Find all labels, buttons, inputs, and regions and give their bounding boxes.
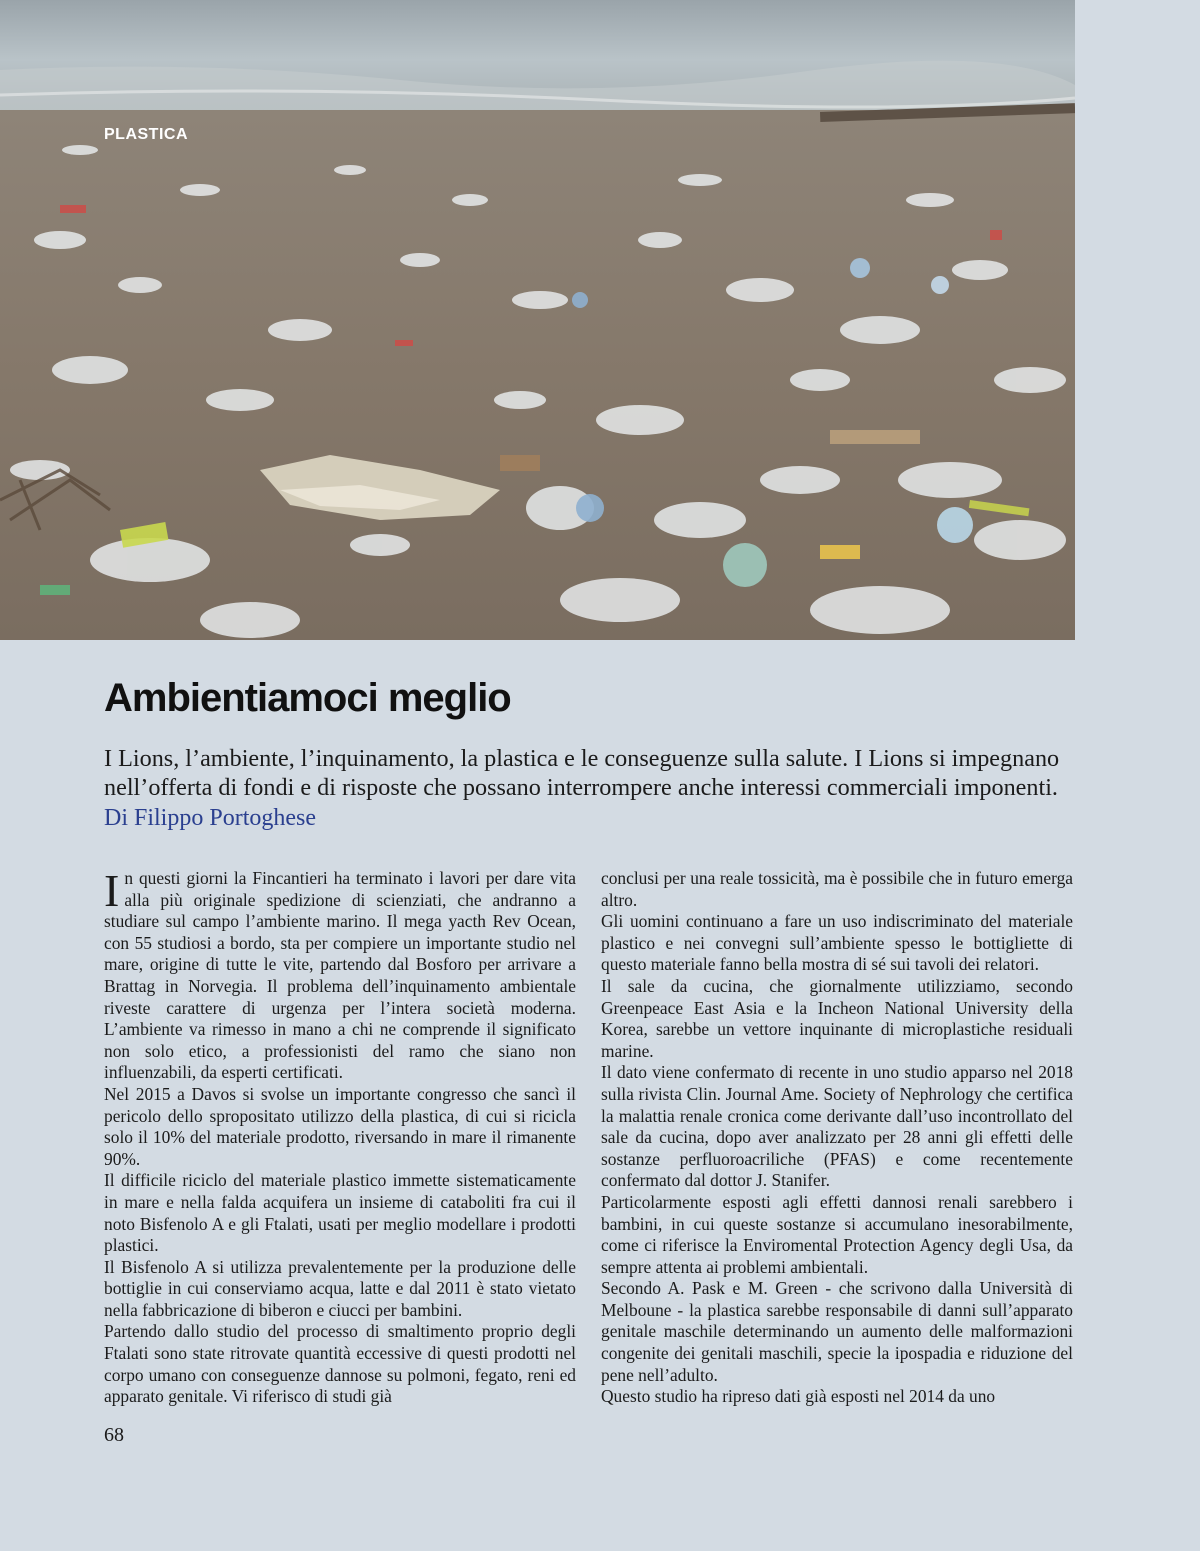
paragraph (104, 865, 576, 1084)
page-number: 68 (104, 1424, 124, 1446)
article-title: Ambientiamoci meglio (104, 676, 511, 720)
section-tag: PLASTICA (104, 126, 188, 143)
paragraph: conclusi per una reale tossicità, ma è possibile che in futuro emerga altro. (601, 868, 1073, 910)
paragraph-text: n questi giorni la Fincantieri ha terminato i lavori per dare vita alla più originale spedizione di scienziati, che andranno a studiare sul campo l’ambiente marino. Il mega yacth Rev Ocean, con 55 studiosi a bordo, sta per compiere un importante studio nel mare, origine di tutte le vite, partendo dal Bosforo per arrivare a Brattag in Norvegia. Il problema dell’inquinamento ambientale riveste carattere di urgenza per l’intera società moderna. L’ambiente va rimesso in mano a chi ne comprende il significato non solo etico, a professionisti del ramo che siano non influenzabili, da esperti certificati. (104, 868, 576, 1083)
paragraph: Il sale da cucina, che giornalmente utilizziamo, secondo Greenpeace East Asia e la Incheon National University della Korea, sarebbe un vettore inquinante di microplastiche residuali marine. (601, 975, 1073, 1061)
paragraph: Il dato viene confermato di recente in uno studio apparso nel 2018 sulla rivista Clin. Journal Ame. Society of Nephrology che certifica la malattia renale cronica come derivante dall’uso incontrollato del sale da cucina, dopo aver analizzato per 28 anni gli effetti delle sostanze perfluoroacriliche (PFAS) e come recentemente confermato dal dottor J. Stanifer. (601, 1062, 1073, 1191)
paragraph: Secondo A. Pask e M. Green - che scrivono dalla Università di Melboune - la plastica sarebbe responsabile di danni sull’apparato genitale maschile determinando un aumento delle malformazioni congenite dei genitali maschili, specie la ipospadia e riduzione del pene nell’adulto. (601, 1278, 1073, 1385)
paragraph: Particolarmente esposti agli effetti dannosi renali sarebbero i bambini, in cui queste sostanze si accumulano inesorabilmente, come ci riferisce la Enviromental Protection Agency degli Usa, da sempre attenta ai problemi ambientali. (601, 1191, 1073, 1277)
paragraph: Nel 2015 a Davos si svolse un importante congresso che sancì il pericolo dello spropositato utilizzo della plastica, di cui si ricicla solo il 10% del materiale prodotto, riversando in mare il rimanente 90%. (104, 1083, 576, 1169)
article-subtitle: I Lions, l’ambiente, l’inquinamento, la plastica e le conseguenze sulla salute. I Lions si impegnano nell’offerta di fondi e di risposte che possano interrompere anche interessi commerciali imponenti. (104, 745, 1060, 801)
paragraph: Il Bisfenolo A si utilizza prevalentemente per la produzione delle bottiglie in cui conserviamo acqua, latte e dal 2011 è stato vietato nella fabbricazione di biberon e ciucci per bambini. (104, 1256, 576, 1320)
paragraph: Partendo dallo studio del processo di smaltimento proprio degli Ftalati sono state ritrovate quantità eccessive di questi prodotti nel corpo umano con conseguenze dannose su polmoni, fegato, reni ed apparato genitale. Vi riferisco di studi già (104, 1321, 576, 1407)
article-column-left (104, 865, 576, 1408)
article-byline: Di Filippo Portoghese (104, 805, 317, 831)
dropcap: I (104, 865, 120, 916)
article-column-right (601, 868, 1073, 1408)
beach-plastic-photo (0, 0, 1075, 640)
paragraph: Questo studio ha ripreso dati già esposti nel 2014 da uno (601, 1386, 996, 1407)
paragraph: Il difficile riciclo del materiale plastico immette sistematicamente in mare e nella falda acquifera un insieme di cataboliti fra cui il noto Bisfenolo A e gli Ftalati, usati per meglio modellare i prodotti plastici. (104, 1170, 576, 1256)
paragraph: Gli uomini continuano a fare un uso indiscriminato del materiale plastico e nei convegni sull’ambiente spesso le bottigliette di questo materiale fanno bella mostra di sé sui tavoli dei relatori. (601, 911, 1073, 975)
